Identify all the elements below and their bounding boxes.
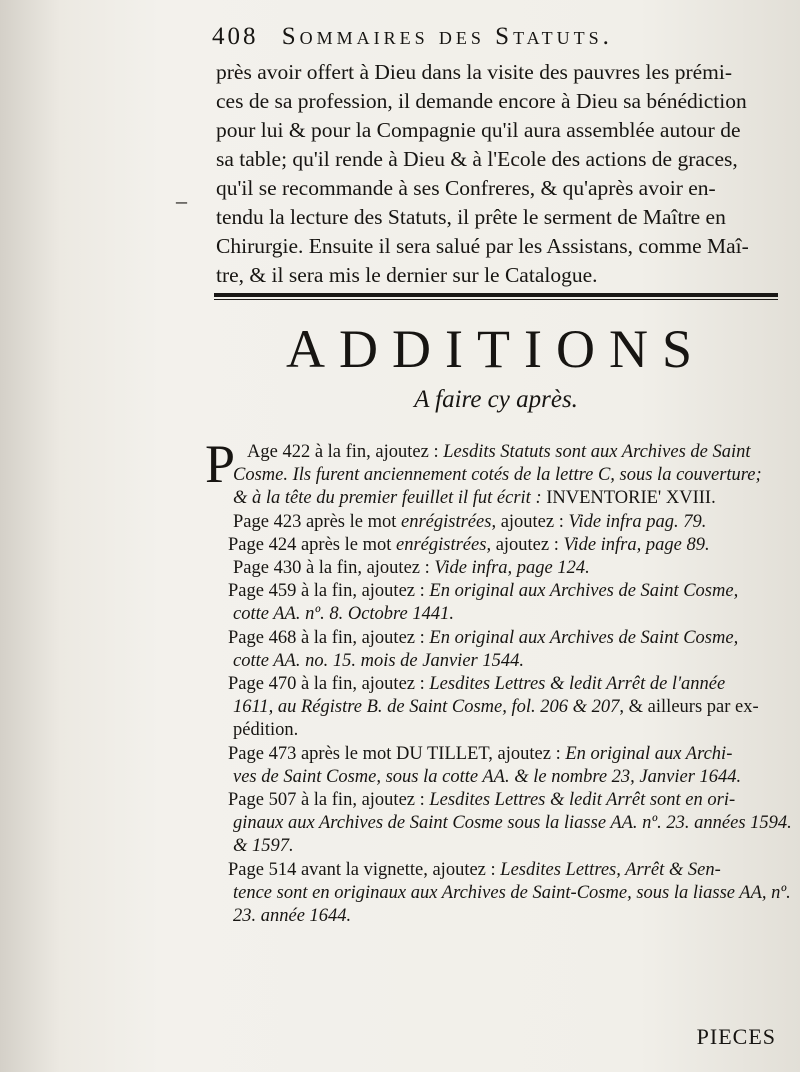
page-number: 408 (212, 23, 259, 50)
addition-line (233, 812, 792, 836)
addition-line (228, 673, 725, 697)
addition-italic-text: Lesdites Lettres & ledit Arrêt sont en ori- (429, 790, 736, 810)
running-title: Sommaires des Statuts. (281, 23, 613, 50)
addition-text: Page 468 à la fin, ajoutez : (228, 627, 430, 648)
addition-line (233, 766, 741, 790)
addition-line (233, 835, 294, 859)
addition-line (233, 487, 716, 511)
addition-text: Page 470 à la fin, ajoutez : (228, 674, 430, 694)
addition-italic-text: Vide infra pag. 79. (568, 511, 707, 532)
body-line: pour lui & pour la Compagnie qu'il aura assemblée autour de (216, 118, 741, 142)
addition-line (233, 603, 454, 627)
addition-italic-text: cotte AA. no. 15. mois de Janvier 1544. (233, 650, 524, 671)
addition-line (228, 534, 710, 558)
addition-italic-text: En original aux Archi- (565, 743, 733, 764)
addition-italic-text: 23. année 1644. (233, 906, 352, 926)
addition-italic-text: ginaux aux Archives de Saint Cosme sous la liasse AA. nº. 23. années 1594. (233, 813, 792, 834)
margin-dash: – (176, 188, 187, 213)
body-line: Chirurgie. Ensuite il sera salué par les Assistans, comme Maî- (216, 234, 749, 258)
addition-text: INVENTORIE' XVIII. (546, 488, 716, 509)
addition-line (228, 789, 735, 813)
section-rule-thin (214, 299, 778, 300)
addition-text: , & ailleurs par ex- (619, 697, 759, 718)
addition-text: Page 430 à la fin, ajoutez : (233, 558, 435, 578)
addition-text: Age 422 à la fin, ajoutez : (247, 442, 444, 462)
addition-italic-text: 1611, au Régistre B. de Saint Cosme, fol. 206 & 207 (233, 697, 620, 718)
addition-italic-text: En original aux Archives de Saint Cosme, (429, 581, 739, 602)
drop-cap: P (205, 434, 236, 494)
addition-italic-text: En original aux Archives de Saint Cosme, (429, 627, 739, 648)
show-through-left (0, 60, 120, 1040)
body-line: sa table; qu'il rende à Dieu & à l'Ecole des actions de graces, (216, 147, 738, 171)
addition-text: Page 424 après le mot (228, 534, 396, 555)
addition-italic-text: tence sont en originaux aux Archives de Saint-Cosme, sous la liasse AA, nº. (233, 882, 791, 903)
addition-italic-text: Lesdits Statuts sont aux Archives de Saint (443, 442, 751, 462)
addition-line (233, 905, 351, 929)
addition-text: Page 459 à la fin, ajoutez : (228, 581, 430, 602)
section-title: ADDITIONS (286, 319, 706, 379)
addition-line (233, 557, 590, 581)
addition-text: Page 423 après le mot (233, 511, 401, 532)
addition-italic-text: Cosme. Ils furent anciennement cotés de la lettre C, sous la couverture; (233, 465, 762, 486)
addition-line (233, 464, 762, 488)
addition-line (233, 719, 298, 743)
addition-italic-text: & à la tête du premier feuillet il fut écrit : (233, 488, 547, 509)
addition-italic-text: Vide infra, page 89. (563, 534, 710, 555)
section-subtitle: A faire cy après. (414, 386, 578, 413)
addition-italic-text: cotte AA. nº. 8. Octobre 1441. (233, 604, 455, 625)
addition-text: Page 473 après le mot DU TILLET, ajoutez : (228, 743, 566, 764)
addition-text: , ajoutez : (486, 534, 564, 555)
addition-text: Page 514 avant la vignette, ajoutez : (228, 859, 501, 880)
addition-line (233, 882, 791, 906)
addition-line (228, 743, 732, 767)
addition-line (233, 511, 706, 535)
margin-bleed-right (130, 410, 200, 425)
addition-italic-text: Vide infra, page 124. (434, 558, 590, 578)
addition-text: Page 507 à la fin, ajoutez : (228, 790, 430, 810)
body-line: ces de sa profession, il demande encore à Dieu sa bénédiction (216, 89, 747, 113)
body-line: qu'il se recommande à ses Confreres, & qu'après avoir en- (216, 176, 716, 200)
addition-italic-text: & 1597. (233, 836, 294, 857)
addition-line (233, 650, 524, 674)
section-rule-thick (214, 293, 778, 297)
addition-line (247, 441, 751, 465)
addition-italic-text: ves de Saint Cosme, sous la cotte AA. & le nombre 23, Janvier 1644. (233, 766, 742, 787)
addition-line (228, 627, 738, 651)
body-line: tre, & il sera mis le dernier sur le Catalogue. (216, 263, 598, 287)
addition-text: pédition. (233, 720, 299, 741)
running-header (212, 22, 712, 52)
addition-text: , ajoutez : (491, 511, 569, 532)
addition-italic-text: Lesdites Lettres & ledit Arrêt de l'année (429, 674, 726, 694)
addition-line (233, 696, 759, 720)
addition-italic-text: enrégistrées (396, 534, 487, 555)
addition-line (228, 580, 738, 604)
addition-italic-text: Lesdites Lettres, Arrêt & Sen- (500, 859, 721, 880)
body-line: près avoir offert à Dieu dans la visite des pauvres les prémi- (216, 60, 733, 84)
catchword: PIECES (696, 1024, 776, 1049)
body-line: tendu la lecture des Statuts, il prête le serment de Maître en (216, 205, 726, 229)
addition-italic-text: enrégistrées (401, 511, 492, 532)
addition-line (228, 859, 721, 883)
